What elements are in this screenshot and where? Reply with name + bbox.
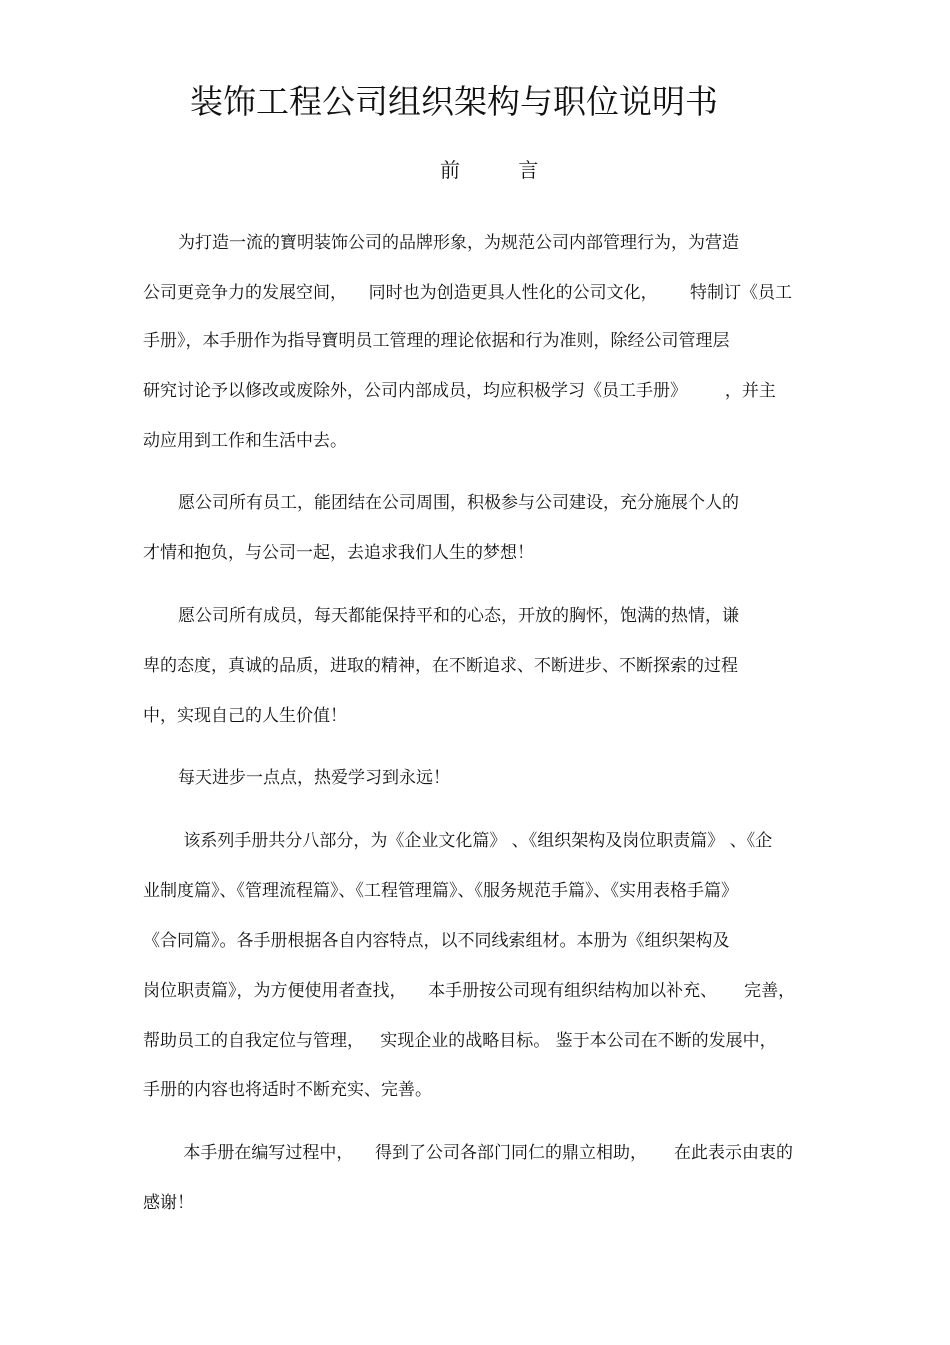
document-title: 装饰工程公司组织架构与职位说明书 — [190, 82, 718, 121]
paragraph-line: 手册的内容也将适时不断充实、完善。 — [143, 1080, 432, 1100]
paragraph-line: 研究讨论予以修改或废除外，公司内部成员，均应积极学习《员工手册》 ，并主 — [143, 381, 776, 401]
paragraph-line: 手册》，本手册作为指导寶明员工管理的理论依据和行为准则，除经公司管理层 — [143, 331, 730, 351]
paragraph-line: 帮助员工的自我定位与管理， 实现企业的战略目标。 鉴于本公司在不断的发展中， — [143, 1031, 777, 1051]
paragraph-line: 公司更竞争力的发展空间， 同时也为创造更具人性化的公司文化， 特制订《员工 — [143, 283, 793, 303]
paragraph-line: 岗位职责篇》，为方便使用者查找， 本手册按公司现有组织结构加以补充、 完善， — [143, 981, 796, 1001]
paragraph-line: 愿公司所有员工，能团结在公司周围，积极参与公司建设，充分施展个人的 — [178, 493, 739, 513]
paragraph-line: 每天进步一点点，热爱学习到永远！ — [178, 768, 450, 788]
paragraph-line: 愿公司所有成员，每天都能保持平和的心态，开放的胸怀，饱满的热情，谦 — [178, 606, 739, 626]
paragraph-line: 业制度篇》、《管理流程篇》、《工程管理篇》、《服务规范手篇》、《实用表格手篇》 — [143, 881, 738, 901]
paragraph-line: 动应用到工作和生活中去。 — [143, 431, 347, 451]
paragraph-line: 为打造一流的寶明装饰公司的品牌形象，为规范公司内部管理行为，为营造 — [178, 233, 739, 253]
paragraph-line: 才情和抱负，与公司一起，去追求我们人生的梦想！ — [143, 543, 534, 563]
paragraph-line: 该系列手册共分八部分，为《企业文化篇》 、《组织架构及岗位职责篇》 、《企 — [178, 831, 773, 851]
paragraph-line: 感谢！ — [143, 1193, 194, 1213]
paragraph-line: 中，实现自己的人生价值！ — [143, 706, 347, 726]
paragraph-line: 《合同篇》。各手册根据各自内容特点，以不同线索组材。本册为《组织架构及 — [143, 931, 730, 951]
section-heading-preface: 前 言 — [440, 158, 565, 182]
paragraph-line: 卑的态度，真诚的品质，进取的精神，在不断追求、不断进步、不断探索的过程 — [143, 656, 738, 676]
paragraph-line: 本手册在编写过程中， 得到了公司各部门同仁的鼎立相助， 在此表示由衷的 — [178, 1143, 794, 1163]
